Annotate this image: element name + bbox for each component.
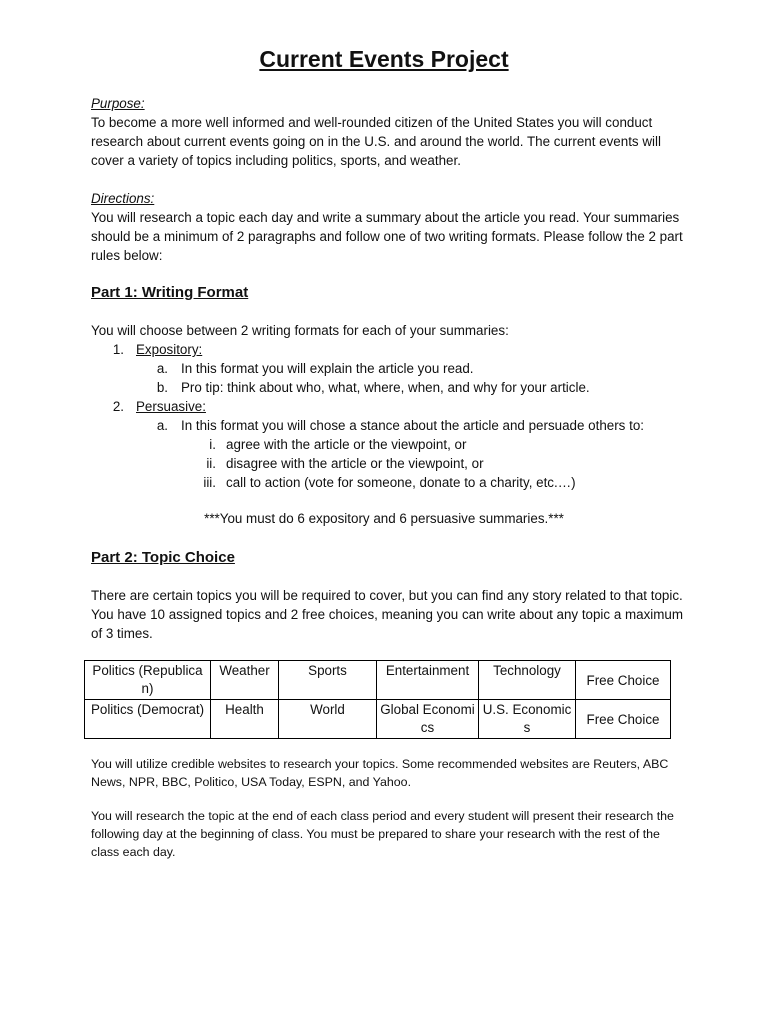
persuasive-label: Persuasive: [136, 399, 206, 414]
directions-section [91, 189, 691, 265]
part1-heading: Part 1: Writing Format [91, 284, 249, 301]
requirement-note: ***You must do 6 expository and 6 persuasive summaries.*** [204, 511, 564, 526]
table-cell: Politics (Republican) [85, 661, 211, 700]
list-marker: 2. [112, 399, 124, 414]
purpose-text: To become a more well informed and well-rounded citizen of the United States you will conduct research about current events going on in the U.S. and around the world. The current events will cover a variety of topics including politics, sports, and weather. [91, 115, 661, 168]
part2-heading: Part 2: Topic Choice [91, 549, 235, 566]
document-page: Current Events Project Purpose: To become a more well informed and well-rounded citizen of the United States you will conduct research about current events going on in the U.S. and around the world. The current events will cover a variety of topics including politics, sports, and weather. Directions: You will research a topic each day and write a summary about the article you read. Your summaries should be a minimum of 2 paragraphs and follow one of two writing formats. Please follow the 2 part rules below: Part 1: Writing Format You will choose between 2 writing formats for each of your summaries: 1. Expository: a. In this format you will explain the article you read. b. Pro tip: think about who, what, where, when, and why for your article. 2. Persuasive: a. In this format you will chose a stance about the article and persuade others to: i. agree with the article or the viewpoint, or ii. disagree with the article or the viewpoint, or iii. call to action (vote for someone, donate to a charity, etc.…) ***You must do 6 expository and 6 persuasive summaries.*** Part 2: Topic Choice There are certain topics you will be required to cover, but you can find any story related to that topic. You have 10 assigned topics and 2 free choices, meaning you can write about any topic a maximum of 3 times. Politics (Republican) Weather Sports Entertainment Technology Free Choice Politics (Democrat) Health World Global Economics U.S. Economics Free Choice You will utilize credible websites to research your topics. Some recommended websites are Reuters, ABC News, NPR, BBC, Politico, USA Today, ESPN, and Yahoo. You will research the topic at the end of each class period and every student will present their research the following day at the beginning of class. You must be prepared to share your research with the rest of the class each day. [0, 0, 768, 1024]
table-cell: Weather [211, 661, 279, 700]
part1-intro: You will choose between 2 writing formats for each of your summaries: [91, 323, 509, 338]
table-cell: Technology [479, 661, 576, 700]
table-cell: Free Choice [576, 700, 671, 739]
table-row [85, 700, 671, 739]
directions-label: Directions: [91, 191, 155, 206]
part2-heading-wrap [91, 548, 691, 567]
part1-heading-wrap [91, 283, 691, 302]
topics-table [84, 660, 671, 739]
table-cell: U.S. Economics [479, 700, 576, 739]
list-marker: 1. [112, 342, 124, 357]
purpose-label: Purpose: [91, 96, 145, 111]
table-cell: Politics (Democrat) [85, 700, 211, 739]
websites-paragraph: You will utilize credible websites to research your topics. Some recommended websites are Reuters, ABC News, NPR, BBC, Politico, USA Today, ESPN, and Yahoo. [91, 757, 669, 789]
table-cell: Free Choice [576, 661, 671, 700]
table-row [85, 661, 671, 700]
table-cell: Sports [279, 661, 377, 700]
expository-label: Expository: [136, 342, 203, 357]
purpose-section [91, 94, 691, 170]
part2-intro: There are certain topics you will be required to cover, but you can find any story related to that topic. You have 10 assigned topics and 2 free choices, meaning you can write about any topic a maximum of 3 times. [91, 588, 684, 641]
table-cell: Entertainment [377, 661, 479, 700]
table-cell: Global Economics [377, 700, 479, 739]
directions-text: You will research a topic each day and write a summary about the article you read. Your summaries should be a minimum of 2 paragraphs and follow one of two writing formats. Please follow the 2 part rules below: [91, 210, 683, 263]
table-cell: World [279, 700, 377, 739]
page-title: Current Events Project [259, 46, 509, 72]
presentation-paragraph: You will research the topic at the end of each class period and every student will present their research the following day at the beginning of class. You must be prepared to share your research with the rest of the class each day. [91, 809, 674, 859]
table-cell: Health [211, 700, 279, 739]
